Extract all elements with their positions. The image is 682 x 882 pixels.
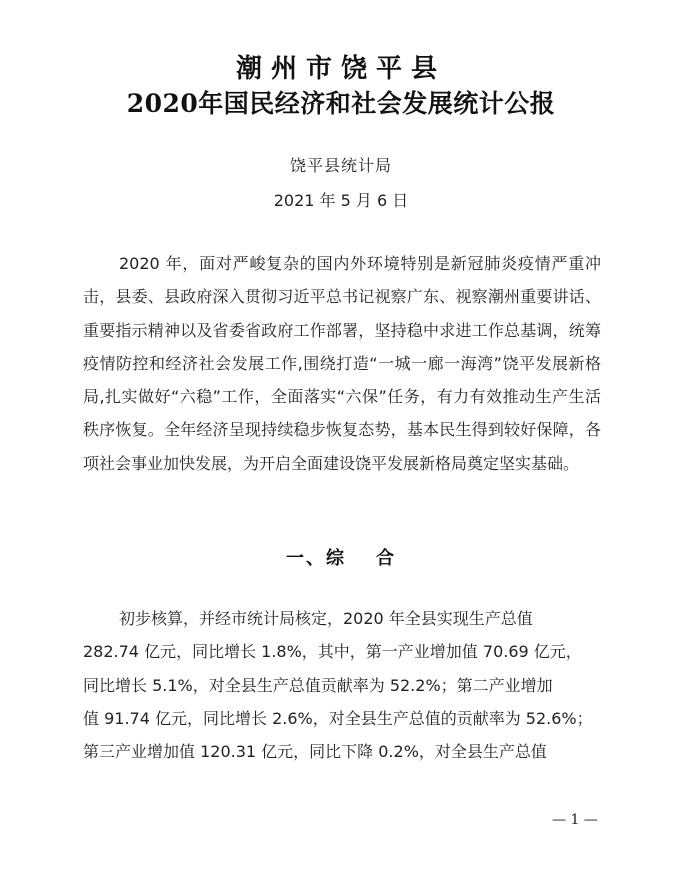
section-heading (0, 544, 682, 570)
section1-line: 值 91.74 亿元，同比增长 2.6%，对全县生产总值的贡献率为 52.6%； (83, 708, 593, 728)
section1-line: 初步核算，并经市统计局核定，2020 年全县实现生产总值 (119, 609, 533, 628)
issuing-agency: 饶平县统计局 (289, 156, 392, 175)
section-heading-part2: 合 (376, 548, 396, 569)
report-title-line1: 潮州市饶平县 (235, 54, 446, 84)
section-heading-part1: 一、综 (286, 548, 346, 569)
intro-paragraph: 2020 年，面对严峻复杂的国内外环境特别是新冠肺炎疫情严重冲击，县委、县政府深入贯彻习近平总书记视察广东、视察潮州重要讲话、重要指示精神以及省委省政府工作部署，坚持稳中求进工作总基调，统筹疫情防控和经济社会发展工作,围绕打造“一城一廊一海湾”饶平发展新格局,扎实做好“六稳”工作，全面落实“六保”任务，有力有效推动生产生活秩序恢复。全年经济呈现持续稳步恢复态势，基本民生得到较好保障，各项社会事业加快发展，为开启全面建设饶平发展新格局奠定坚实基础。 (83, 254, 601, 473)
section1-line: 282.74 亿元，同比增长 1.8%，其中，第一产业增加值 70.69 亿元， (83, 642, 582, 662)
publish-date: 2021 年 5 月 6 日 (273, 191, 409, 210)
page-number: — 1 — (552, 812, 598, 828)
section1-line: 同比增长 5.1%，对全县生产总值贡献率为 52.2%；第二产业增加 (83, 675, 553, 695)
section1-line: 第三产业增加值 120.31 亿元，同比下降 0.2%，对全县生产总值 (83, 742, 547, 762)
section1-paragraph (83, 602, 601, 768)
report-title-line2: 2020年国民经济和社会发展统计公报 (126, 89, 556, 118)
